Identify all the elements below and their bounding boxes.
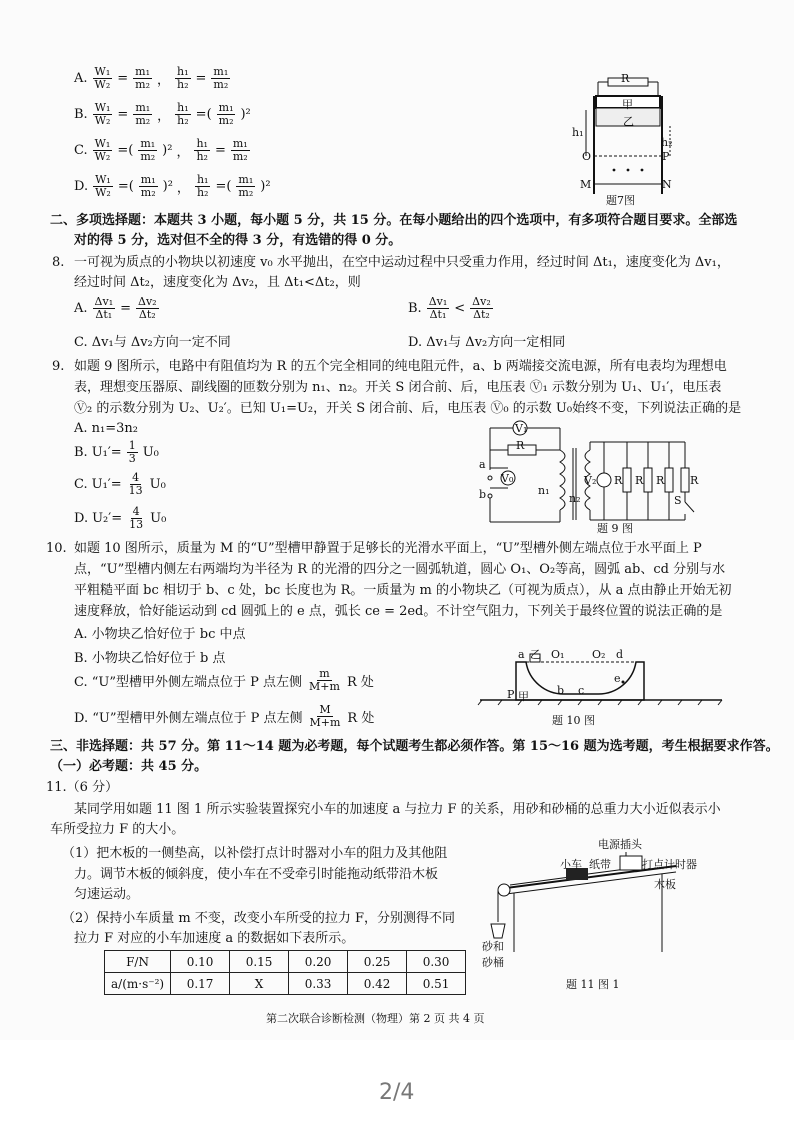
fig7-label-p: P (662, 150, 670, 163)
fig9-caption: 题 9 图 (597, 522, 633, 535)
fig9-label-r2: R (614, 474, 623, 487)
q7-option: D. $\frac{\text{W₁}}{\text{W₂}}$ =( $\frac{\text{m₁}}{\text{m₂}}$ )² ， $\frac{\text{h₁}}{\text{h₂}}$ =( $\frac{\text{m₁}}{\text{m₂}}$ )² (74, 172, 271, 199)
fig7-label-h2: h₂ (661, 136, 673, 149)
fig9-label-r4: R (656, 474, 665, 487)
fig9-label-a: a (479, 458, 486, 471)
fig10-caption: 题 10 图 (552, 714, 595, 727)
table-cell: 0.33 (289, 973, 348, 995)
table-cell: X (230, 973, 289, 995)
q9-number: 9. (52, 359, 65, 374)
timer-icon (620, 856, 642, 870)
fig11-caption: 题 11 图 1 (566, 978, 620, 991)
section3-line1: 三、非选择题：共 57 分。第 11～14 题为必考题，每个试题考生都必须作答。第 15～16 题为选考题，考生根据要求作答。 (50, 739, 779, 754)
switch-s (685, 502, 694, 512)
fig11-label-timer: 打点计时器 (642, 858, 697, 871)
fig7-label-n: N (662, 178, 672, 191)
fig11-label-sand1: 砂和 (482, 940, 504, 953)
fig10-label-o1: O₁ (551, 648, 565, 661)
table-cell: 0.17 (171, 973, 230, 995)
q10-option-d: D. “U”型槽甲外侧左端点位于 P 点左侧 $\frac{M}{M+m}$ R 处 (74, 703, 375, 729)
q7-option: A. $\frac{\text{W₁}}{\text{W₂}}$ = $\frac{\text{m₁}}{\text{m₂}}$ ， $\frac{\text{h₁}}{\text{h₂}}$ = $\frac{\text{m₁}}{\text{m₂}}$ (74, 64, 229, 91)
q10-line2: 点，“U”型槽内侧左右两端均为半径为 R 的光滑的四分之一圆弧轨道，圆心 O₁、O₂等高，圆弧 ab、cd 分别与水 (74, 562, 726, 577)
q10-option-c: C. “U”型槽甲外侧左端点位于 P 点左侧 $\frac{m}{M+m}$ R 处 (74, 667, 374, 693)
q10-line1: 如题 10 图所示，质量为 M 的“U”型槽甲静置于足够长的光滑水平面上，“U”型槽外侧左端点位于水平面上 P (74, 541, 702, 556)
table-cell: 0.15 (230, 951, 289, 973)
fig10-label-jia: 甲 (518, 690, 529, 703)
fig11-label-board: 木板 (654, 878, 676, 891)
section2-line1: 二、多项选择题：本题共 3 小题，每小题 5 分，共 15 分。在每小题给出的四个选项中，有多项符合题目要求。全部选 (50, 213, 738, 228)
fig10-label-o2: O₂ (592, 648, 606, 661)
q8-line2: 经过时间 Δt₂，速度变化为 Δv₂，且 Δt₁<Δt₂，则 (74, 275, 361, 290)
table-cell: 0.30 (407, 951, 466, 973)
section3-line2: （一）必考题：共 45 分。 (50, 759, 208, 774)
fig10-label-b: b (557, 684, 565, 697)
table-cell: 0.42 (348, 973, 407, 995)
table-cell: 0.20 (289, 951, 348, 973)
voltmeter-v2-icon (597, 473, 611, 487)
fig11-label-tape: 纸带 (589, 858, 611, 871)
q11-step1-line3: 匀速运动。 (74, 887, 140, 902)
fig7-label-yi: 乙 (623, 115, 634, 128)
q9-line3: Ⓥ₂ 的示数分别为 U₂、U₂′。已知 U₁=U₂，开关 S 闭合前、后，电压表 Ⓥ₀ 的示数 U₀始终不变，下列说法正确的是 (74, 401, 742, 416)
q9-option-a: A. n₁=3n₂ (74, 421, 138, 436)
q7-options (74, 60, 374, 204)
q8-option-c: C. Δv₁与 Δv₂方向一定不同 (74, 335, 231, 350)
q11-intro-line2: 车所受拉力 F 的大小。 (50, 822, 185, 837)
fig9-label-v1: V₁ (515, 422, 528, 435)
fig10-label-d: d (616, 648, 624, 661)
fig10-label-c: c (578, 684, 585, 697)
fig9-label-r3: R (635, 474, 644, 487)
q9-option-b: B. U₁′= $\frac{1}{3}$ U₀ (74, 439, 159, 465)
sand-bucket-icon (491, 924, 505, 938)
fig9-label-v0: V₀ (501, 472, 514, 485)
fig9-label-r: R (516, 439, 525, 452)
q8-line1: 一可视为质点的小物块以初速度 v₀ 水平抛出，在空中运动过程中只受重力作用，经过时间 Δt₁，速度变化为 Δv₁， (74, 255, 730, 270)
table-header-a: a/(m·s⁻²) (105, 973, 171, 995)
fig11-label-plug: 电源插头 (598, 838, 642, 851)
fig9-label-n2: n₂ (569, 492, 581, 505)
q11-step1-line1: （1）把木板的一侧垫高，以补偿打点计时器对小车的阻力及其他阻 (62, 846, 448, 861)
table-row (105, 951, 466, 973)
q8-option-d: D. Δv₁与 Δv₂方向一定相同 (408, 335, 566, 350)
q10-number: 10. (46, 541, 67, 556)
pulley-icon (498, 884, 510, 896)
q11-step2-line2: 拉力 F 对应的小车加速度 a 的数据如下表所示。 (74, 931, 355, 946)
table-row (105, 973, 466, 995)
q8-option-a: A. $\frac{\text{Δv₁}}{\text{Δt₁}}$ = $\frac{\text{Δv₂}}{\text{Δt₂}}$ (74, 295, 157, 321)
q9-line2: 表，理想变压器原、副线圈的匝数分别为 n₁、n₂。开关 S 闭合前、后，电压表 Ⓥ₁ 示数分别为 U₁、U₁′，电压表 (74, 380, 722, 395)
fig10-label-yi: 乙 (530, 648, 541, 661)
fig10-label-p: P (507, 688, 515, 701)
table-header-f: F/N (105, 951, 171, 973)
fig7-label-o: O (582, 150, 592, 163)
table-cell: 0.10 (171, 951, 230, 973)
q11-intro-line1: 某同学用如题 11 图 1 所示实验装置探究小车的加速度 a 与拉力 F 的关系，用砂和砂桶的总重力大小近似表示小 (74, 802, 721, 817)
q9-line1: 如题 9 图所示，电路中有阻值均为 R 的五个完全相同的纯电阻元件，a、b 两端接交流电源，所有电表均为理想电 (74, 359, 727, 374)
fig7-label-h1: h₁ (572, 126, 584, 139)
fig10-label-a: a (518, 648, 525, 661)
q7-option: B. $\frac{\text{W₁}}{\text{W₂}}$ = $\frac{\text{m₁}}{\text{m₂}}$ ， $\frac{\text{h₁}}{\text{h₂}}$ =( $\frac{\text{m₁}}{\text{m₂}}$ )² (74, 100, 251, 127)
fig11-label-sand2: 砂桶 (482, 956, 504, 969)
q7-option: C. $\frac{\text{W₁}}{\text{W₂}}$ =( $\frac{\text{m₁}}{\text{m₂}}$ )² ， $\frac{\text{h₁}}{\text{h₂}}$ = $\frac{\text{m₁}}{\text{m₂}}$ (74, 136, 248, 163)
q11-step2-line1: （2）保持小车质量 m 不变，改变小车所受的拉力 F，分别测得不同 (62, 911, 456, 926)
fig7-label-r: R (621, 72, 630, 85)
fig7-label-m: M (580, 178, 592, 191)
fig11-label-car: 小车 (560, 858, 582, 871)
q10-line3: 平粗糙平面 bc 相切于 b、c 处，bc 长度也为 R。一质量为 m 的小物块乙（可视为质点），从 a 点由静止开始无初 (74, 583, 732, 598)
q8-number: 8. (52, 255, 65, 270)
page-indicator: 2/4 (379, 1080, 415, 1105)
primary-coil (560, 450, 565, 510)
q9-option-d: D. U₂′= $\frac{4}{13}$ U₀ (74, 505, 167, 531)
q10-option-a: A. 小物块乙恰好位于 bc 中点 (74, 627, 246, 642)
fig9-label-r5: R (690, 474, 699, 487)
fig9-label-b: b (479, 488, 487, 501)
page-footer: 第二次联合诊断检测（物理）第 2 页 共 4 页 (266, 1012, 485, 1025)
fig7-caption: 题7图 (606, 194, 635, 207)
table-cell: 0.51 (407, 973, 466, 995)
q10-option-b: B. 小物块乙恰好位于 b 点 (74, 651, 226, 666)
fig9-label-n1: n₁ (538, 484, 550, 497)
q11-heading: 11.（6 分） (46, 780, 119, 795)
fig9-label-v2: V₂ (584, 474, 597, 487)
data-table (104, 950, 466, 995)
q11-step1-line2: 力。调节木板的倾斜度，使小车在不受牵引时能拖动纸带沿木板 (74, 867, 439, 882)
q9-option-c: C. U₁′= $\frac{4}{13}$ U₀ (74, 471, 166, 497)
fig10-label-e: e (614, 672, 621, 685)
q10-line4: 速度释放，恰好能运动到 cd 圆弧上的 e 点，弧长 ce = 2ed。不计空气阻力，下列关于最终位置的说法正确的是 (74, 604, 723, 619)
table-cell: 0.25 (348, 951, 407, 973)
q8-option-b: B. $\frac{\text{Δv₁}}{\text{Δt₁}}$ < $\frac{\text{Δv₂}}{\text{Δt₂}}$ (408, 295, 491, 321)
section2-line2: 对的得 5 分，选对但不全的得 3 分，有选错的得 0 分。 (74, 233, 402, 248)
fig9-label-s: S (674, 494, 682, 507)
fig7-label-jia: 甲 (622, 98, 633, 111)
